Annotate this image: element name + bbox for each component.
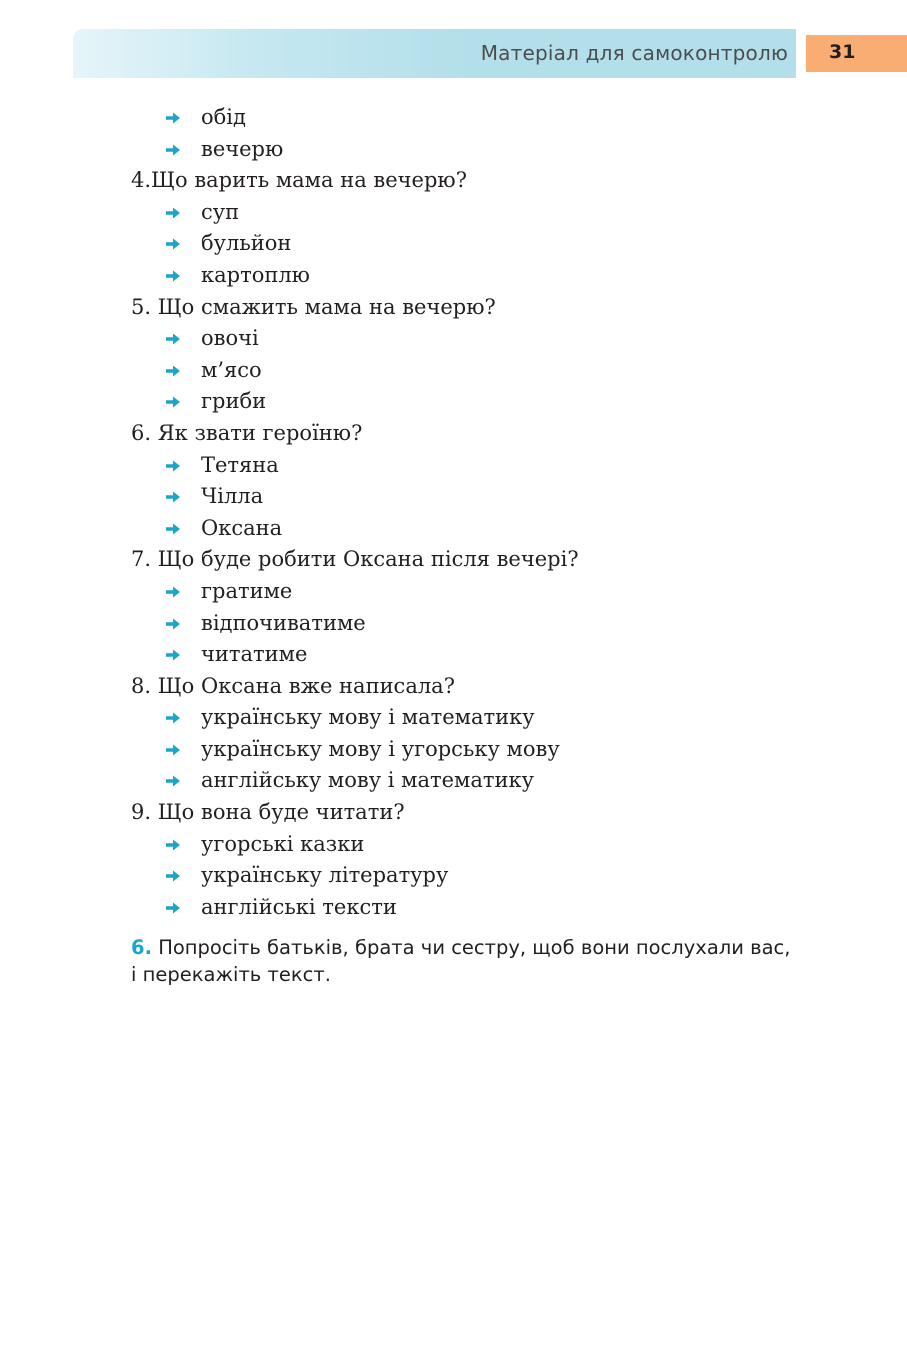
answer-option [131, 702, 831, 734]
task-number: 6. [131, 936, 152, 960]
answer-option [131, 134, 831, 166]
arrow-bullet-icon [165, 206, 181, 220]
arrow-bullet-icon [165, 585, 181, 599]
question [131, 165, 831, 197]
quiz-list [131, 102, 831, 923]
option-text: угорські казки [201, 831, 365, 856]
answer-option [131, 450, 831, 482]
arrow-bullet-icon [165, 869, 181, 883]
question [131, 418, 831, 450]
question-text: 8. Що Оксана вже написала? [131, 673, 455, 698]
answer-option [131, 228, 831, 260]
option-text: Чілла [201, 484, 264, 509]
arrow-bullet-icon [165, 490, 181, 504]
arrow-bullet-icon [165, 838, 181, 852]
option-text: англійську мову і математику [201, 768, 534, 793]
arrow-bullet-icon [165, 269, 181, 283]
question-text: 7. Що буде робити Оксана після вечері? [131, 547, 579, 572]
option-text: відпочиватиме [201, 610, 366, 635]
question-text: 5. Що смажить мама на вечерю? [131, 294, 496, 319]
question-text: 4.Що варить мама на вечерю? [131, 168, 467, 193]
task-text-line2: і перекажіть текст. [131, 963, 331, 987]
section-title: Матеріал для самоконтролю [480, 41, 788, 65]
header-bar [73, 29, 796, 78]
option-text: вечерю [201, 136, 284, 161]
question-text: 6. Як звати героїню? [131, 420, 363, 445]
answer-option [131, 608, 831, 640]
option-text: м’ясо [201, 357, 262, 382]
question [131, 671, 831, 703]
option-text: гратиме [201, 578, 293, 603]
answer-option [131, 323, 831, 355]
option-text: українську мову і угорську мову [201, 736, 560, 761]
answer-option [131, 260, 831, 292]
answer-option [131, 355, 831, 387]
answer-option [131, 197, 831, 229]
arrow-bullet-icon [165, 459, 181, 473]
arrow-bullet-icon [165, 774, 181, 788]
answer-option [131, 102, 831, 134]
arrow-bullet-icon [165, 237, 181, 251]
option-text: гриби [201, 389, 267, 414]
question [131, 797, 831, 829]
arrow-bullet-icon [165, 711, 181, 725]
option-text: Тетяна [201, 452, 279, 477]
answer-option [131, 386, 831, 418]
arrow-bullet-icon [165, 648, 181, 662]
question [131, 292, 831, 324]
task-6 [131, 934, 831, 988]
page-number: 31 [829, 41, 856, 63]
option-text: українську мову і математику [201, 705, 535, 730]
answer-option [131, 513, 831, 545]
option-text: англійські тексти [201, 894, 397, 919]
page-number-badge [806, 35, 907, 72]
arrow-bullet-icon [165, 111, 181, 125]
arrow-bullet-icon [165, 143, 181, 157]
answer-option [131, 829, 831, 861]
task-text-line1: Попросіть батьків, брата чи сестру, щоб вони послухали вас, [158, 936, 791, 960]
option-text: бульйон [201, 231, 292, 256]
answer-option [131, 892, 831, 924]
answer-option [131, 860, 831, 892]
answer-option [131, 481, 831, 513]
answer-option [131, 639, 831, 671]
arrow-bullet-icon [165, 395, 181, 409]
quiz-content [131, 102, 831, 988]
arrow-bullet-icon [165, 522, 181, 536]
arrow-bullet-icon [165, 364, 181, 378]
answer-option [131, 765, 831, 797]
answer-option [131, 576, 831, 608]
option-text: українську літературу [201, 863, 449, 888]
arrow-bullet-icon [165, 332, 181, 346]
option-text: читатиме [201, 642, 308, 667]
answer-option [131, 734, 831, 766]
arrow-bullet-icon [165, 617, 181, 631]
option-text: картоплю [201, 262, 310, 287]
option-text: овочі [201, 326, 259, 351]
arrow-bullet-icon [165, 901, 181, 915]
arrow-bullet-icon [165, 743, 181, 757]
option-text: суп [201, 199, 240, 224]
option-text: обід [201, 105, 246, 129]
question-text: 9. Що вона буде читати? [131, 800, 405, 825]
question [131, 544, 831, 576]
option-text: Оксана [201, 515, 283, 540]
